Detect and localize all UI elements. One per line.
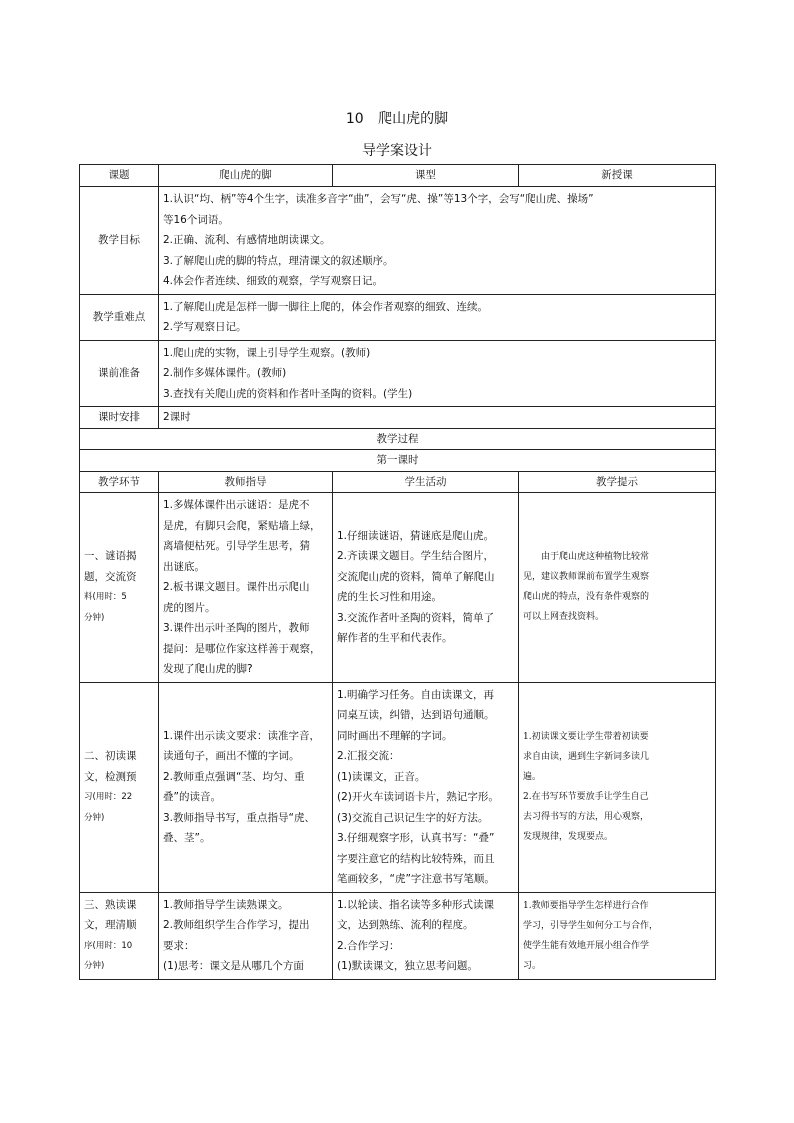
stage-line: 序(用时：10 [84,940,133,951]
student-line: 笔画较多，“虎”字注意书写笔顺。 [337,873,495,885]
column-header: 教师指导 [159,471,333,493]
student-line: 解作者的生平和代表作。 [337,632,453,645]
tip-line: 由于爬山虎这种植物比较常 [523,552,650,563]
student-line: (1)读课文，正音。 [337,770,426,783]
teacher-line: 2.教师重点强调“茎、均匀、重 [163,770,305,783]
type-value: 新授课 [519,165,716,187]
preparation-line: 3.查找有关爬山虎的资料和作者叶圣陶的资料。(学生) [163,387,413,400]
preparation-line: 2.制作多媒体课件。(教师) [163,367,287,379]
key-points-label: 教学重难点 [80,294,159,340]
student-line: 2.齐读课文题目。学生结合图片， [337,550,495,563]
lesson-number: 10 [345,111,364,127]
teacher-line: 读通句子，画出不懂的字词。 [163,750,300,762]
stage-line: 二、初读课 [84,750,137,762]
teacher-line: (1)思考：课文是从哪几个方面 [163,960,304,972]
stage-line: 分钟) [84,812,105,823]
student-line: 1.以轮读、指名读等多种形式读课 [337,898,495,911]
tip-line: 2.在书写环节要放手让学生自己 [523,792,649,802]
column-header: 教学环节 [80,471,159,493]
tip-line: 1.初读课文要让学生带着初读要 [523,732,649,742]
teacher-line: 提问：是哪位作家这样善于观察， [163,642,321,655]
goals-label: 教学目标 [80,187,159,295]
preparation-label: 课前准备 [80,340,159,407]
tip-line: 去习得书写的方法，用心观察， [523,812,650,822]
goals-row [80,187,716,295]
student-line: 3.仔细观察字形，认真书写：“叠” [337,832,495,844]
student-line: 2.合作学习： [337,939,400,952]
teacher-line: 1.教师指导学生读熟课文。 [163,898,289,911]
student-cell [333,682,519,892]
teacher-line: 2.教师组织学生合作学习，提出 [163,919,310,931]
teacher-line: 离墙便枯死。引导学生思考，猜 [163,540,310,552]
process-title-row [80,428,716,450]
student-line: 同桌互读，纠错，达到语句通顺。 [337,709,495,721]
key-point-line: 1.了解爬山虎是怎样一脚一脚往上爬的，体会作者观察的细致、连续。 [163,300,489,313]
student-cell [333,493,519,683]
student-line: 交流爬山虎的资料，简单了解爬山 [337,570,495,583]
student-line: 2.汇报交流： [337,750,400,762]
process-row [80,892,716,979]
student-line: 字要注意它的结构比较特殊，而且 [337,852,495,865]
student-line: 文，达到熟练、流利的程度。 [337,919,474,931]
process-row [80,493,716,683]
tip-cell [519,892,716,979]
tip-cell [519,493,716,683]
teacher-cell [159,892,333,979]
period-row [80,450,716,472]
stage-cell [80,682,159,892]
teacher-line: 2.板书课文题目。课件出示爬山 [163,581,310,593]
goal-line: 4.体会作者连续、细致的观察，学写观察日记。 [163,275,384,287]
stage-line: 三、熟读课 [84,898,137,911]
lesson-plan-table [79,164,716,980]
stage-line: 料(用时：5 [84,592,127,603]
tip-line: 爬山虎的特点，没有条件观察的 [523,592,650,603]
course-value: 爬山虎的脚 [159,165,333,187]
tip-line: 遍。 [523,772,542,782]
teacher-cell [159,682,333,892]
tip-line: 1.教师要指导学生怎样进行合作 [523,900,649,911]
student-line: (2)开火车读词语卡片，熟记字形。 [337,791,499,803]
tip-line: 学习，引导学生如何分工与合作， [523,920,659,931]
schedule-row [80,407,716,429]
tip-cell [519,682,716,892]
key-points-content [159,294,716,340]
stage-cell [80,892,159,979]
teacher-line: 叠、茎”。 [163,832,211,844]
stage-cell [80,493,159,683]
goals-content [159,187,716,295]
process-row [80,682,716,892]
type-label: 课型 [333,165,519,187]
student-line: 虎的生长习性和用途。 [337,591,442,604]
teacher-line: 发现了爬山虎的脚? [163,663,253,675]
goal-line: 2.正确、流利、有感情地朗读课文。 [163,234,331,246]
lesson-title: 爬山虎的脚 [378,111,449,127]
student-line: (1)默读课文，独立思考问题。 [337,960,478,972]
teacher-line: 1.多媒体课件出示谜语：是虎不 [163,499,310,511]
process-header-row [80,471,716,493]
stage-line: 题，交流资 [84,570,137,583]
key-point-line: 2.学写观察日记。 [163,321,247,333]
key-points-row [80,294,716,340]
stage-line: 一、谜语揭 [84,550,137,563]
period-title: 第一课时 [80,450,716,472]
lesson-title-line [0,108,794,128]
column-header: 教学提示 [519,471,716,493]
preparation-content [159,340,716,407]
teacher-line: 要求： [163,939,195,952]
teacher-line: 出谜底。 [163,560,205,573]
student-line: (3)交流自己识记生字的好方法。 [337,811,489,824]
tip-line: 可以上网查找资料。 [523,612,605,623]
student-cell [333,892,519,979]
schedule-label: 课时安排 [80,407,159,429]
document-subtitle: 导学案设计 [362,143,432,159]
process-title: 教学过程 [80,428,716,450]
teacher-line: 1.课件出示读文要求：读准字音， [163,729,321,742]
goal-line: 3.了解爬山虎的脚的特点，理清课文的叙述顺序。 [163,254,394,267]
teacher-line: 虎的图片。 [163,601,216,614]
teacher-cell [159,493,333,683]
info-row [80,165,716,187]
tip-line: 求自由读，遇到生字新词多读几 [523,752,650,762]
student-line: 1.明确学习任务。自由读课文，再 [337,688,495,701]
tip-line: 发现规律，发现要点。 [523,832,614,842]
tip-line: 使学生能有效地开展小组合作学 [523,940,650,951]
teacher-line: 3.教师指导书写，重点指导“虎、 [163,811,315,824]
schedule-value: 2课时 [159,407,716,429]
goal-line: 1.认识“均、柄”等4个生字，读准多音字“曲”，会写“虎、操”等13个字，会写“爬山虎、操场” [163,193,594,205]
student-line: 3.交流作者叶圣陶的资料，简单了 [337,611,495,624]
tip-line: 习。 [523,960,542,971]
course-label: 课题 [80,165,159,187]
stage-line: 分钟) [84,961,105,971]
goal-line: 等16个词语。 [163,213,229,226]
stage-line: 分钟) [84,612,105,623]
teacher-line: 是虎，有脚只会爬，紧贴墙上绿， [163,519,321,532]
student-line: 1.仔细读谜语，猜谜底是爬山虎。 [337,529,495,542]
stage-line: 习(用时：22 [84,792,133,802]
tip-line: 见，建议教师课前布置学生观察 [523,572,650,583]
stage-line: 文，理清顺 [84,919,137,931]
column-header: 学生活动 [333,471,519,493]
teacher-line: 叠”的读音。 [163,791,221,803]
teacher-line: 3.课件出示叶圣陶的图片，教师 [163,622,310,634]
preparation-line: 1.爬山虎的实物，课上引导学生观察。(教师) [163,346,371,359]
preparation-row [80,340,716,407]
student-line: 同时画出不理解的字词。 [337,729,453,742]
stage-line: 文，检测预 [84,770,137,783]
